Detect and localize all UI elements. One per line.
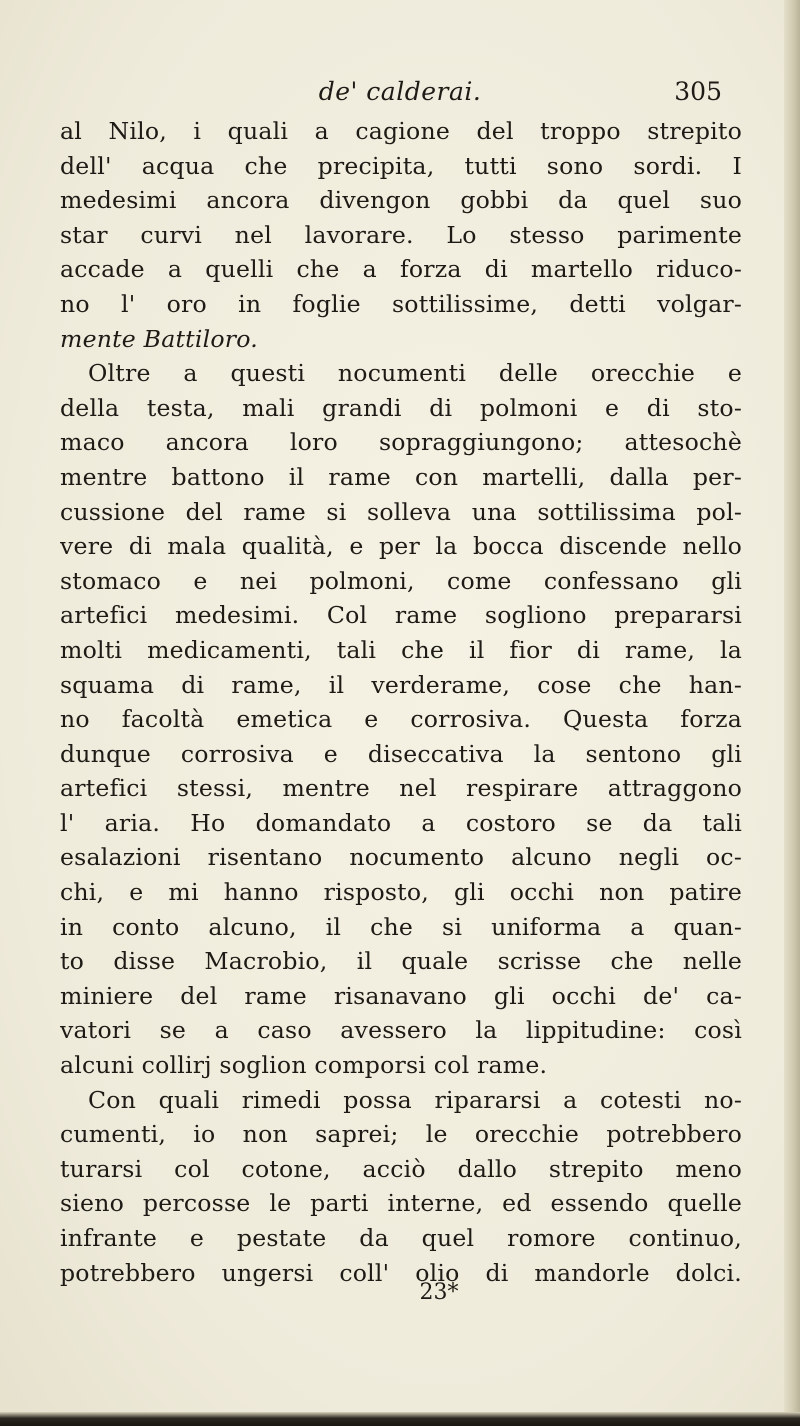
page-number: 305 bbox=[674, 77, 722, 106]
text-line: vere di mala qualità, e per la bocca discende nello bbox=[60, 532, 742, 561]
page-edge-shadow bbox=[784, 0, 800, 1426]
page-header bbox=[60, 76, 740, 108]
text-line-plain: mente Battiloro. bbox=[60, 324, 258, 353]
text-line: cussione del rame si solleva una sottilissima pol- bbox=[60, 497, 742, 526]
text-line: della testa, mali grandi di polmoni e di sto- bbox=[60, 393, 742, 422]
text-line: stomaco e nei polmoni, come confessano gli bbox=[60, 566, 742, 595]
text-line: to disse Macrobio, il quale scrisse che nelle bbox=[60, 947, 742, 976]
running-title: de' calderai. bbox=[318, 77, 482, 106]
text-line: maco ancora loro sopraggiungono; attesochè bbox=[60, 428, 742, 457]
text-line: l' aria. Ho domandato a costoro se da tali bbox=[60, 808, 742, 837]
text-line: sieno percosse le parti interne, ed essendo quelle bbox=[60, 1189, 742, 1218]
text-line: no l' oro in foglie sottilissime, detti volgar- bbox=[60, 289, 742, 318]
text-line: star curvi nel lavorare. Lo stesso parimente bbox=[60, 220, 742, 249]
text-line: squama di rame, il verderame, cose che han- bbox=[60, 670, 742, 699]
text-line: miniere del rame risanavano gli occhi de' ca- bbox=[60, 981, 742, 1010]
text-line: mentre battono il rame con martelli, dalla per- bbox=[60, 462, 742, 491]
text-line: molti medicamenti, tali che il fior di rame, la bbox=[60, 635, 742, 664]
text-line: artefici stessi, mentre nel respirare attraggono bbox=[60, 774, 742, 803]
text-line: alcuni collirj soglion comporsi col rame. bbox=[60, 1051, 548, 1080]
text-line: dunque corrosiva e diseccativa la sentono gli bbox=[60, 739, 742, 768]
text-line: chi, e mi hanno risposto, gli occhi non patire bbox=[60, 878, 742, 907]
text-line: Con quali rimedi possa ripararsi a cotesti no- bbox=[88, 1085, 742, 1114]
signature-mark bbox=[60, 1278, 742, 1308]
text-line: artefici medesimi. Col rame sogliono prepararsi bbox=[60, 601, 742, 630]
text-line: in conto alcuno, il che si uniforma a quan- bbox=[60, 912, 742, 941]
text-line: infrante e pestate da quel romore continuo, bbox=[60, 1224, 742, 1252]
signature-text: 23* bbox=[419, 1280, 459, 1305]
text-line: accade a quelli che a forza di martello riduco- bbox=[60, 255, 742, 284]
page-bottom-edge bbox=[0, 1412, 800, 1426]
text-line bbox=[60, 322, 742, 357]
text-line: al Nilo, i quali a cagione del troppo strepito bbox=[60, 117, 742, 145]
text-line: Oltre a questi nocumenti delle orecchie e bbox=[88, 359, 742, 388]
text-line: medesimi ancora divengon gobbi da quel suo bbox=[60, 186, 742, 215]
body-text bbox=[60, 114, 742, 1290]
text-line: esalazioni risentano nocumento alcuno negli oc- bbox=[60, 843, 742, 872]
text-line: cumenti, io non saprei; le orecchie potrebbero bbox=[60, 1120, 742, 1149]
text-line: dell' acqua che precipita, tutti sono sordi. I bbox=[60, 151, 742, 180]
text-line: no facoltà emetica e corrosiva. Questa forza bbox=[60, 705, 742, 734]
text-line: vatori se a caso avessero la lippitudine: così bbox=[60, 1016, 742, 1045]
text-line: potrebbero ungersi coll' olio di mandorle dolci. bbox=[60, 1258, 742, 1287]
text-line: turarsi col cotone, acciò dallo strepito meno bbox=[60, 1154, 742, 1183]
